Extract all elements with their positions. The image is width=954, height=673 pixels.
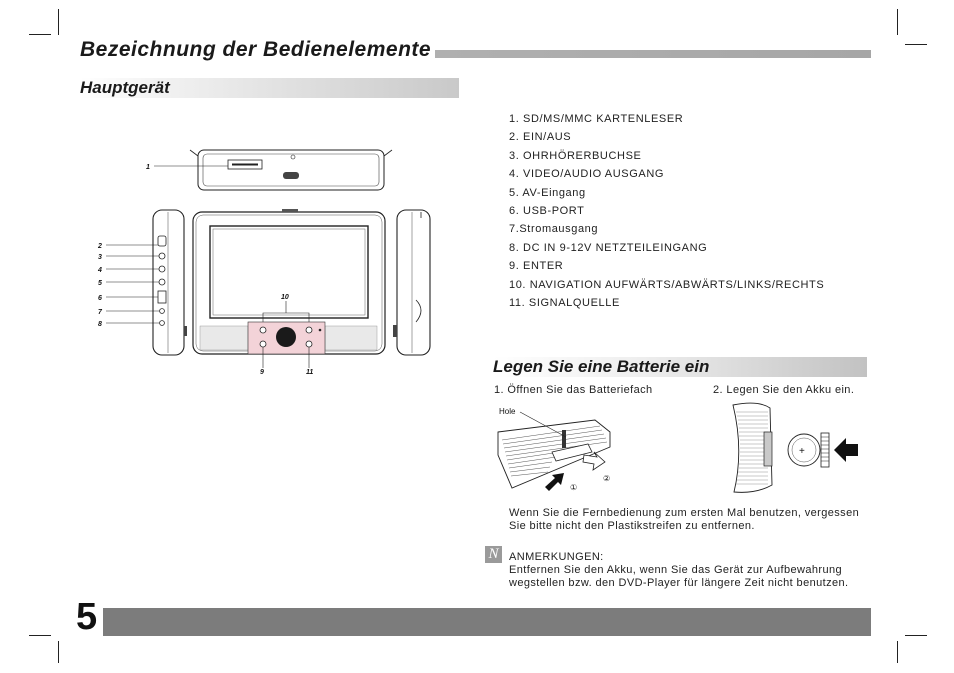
legend-item: 5. AV-Eingang xyxy=(509,186,586,199)
remote-open-illustration xyxy=(498,407,610,492)
hole-label: Hole xyxy=(499,407,516,416)
legend-item: 4. VIDEO/AUDIO AUSGANG xyxy=(509,168,665,181)
remote-info-text: Wenn Sie die Fernbedienung zum ersten Mal benutzen, vergessen Sie bitte nicht den Plastikstreifen zu entfernen. xyxy=(509,507,860,532)
marker-1: ① xyxy=(570,483,578,492)
callout-11: 11 xyxy=(306,369,314,376)
callout-10: 10 xyxy=(281,294,289,301)
page-title: Bezeichnung der Bedienelemente xyxy=(80,38,435,62)
note-icon: N xyxy=(485,546,502,563)
page-number: 5 xyxy=(76,596,98,638)
marker-2: ② xyxy=(603,474,611,483)
callout-6: 6 xyxy=(98,295,102,302)
section-heading-main-unit: Hauptgerät xyxy=(80,78,459,98)
note-text: Entfernen Sie den Akku, wenn Sie das Gerät zur Aufbewahrung wegstellen bzw. den DVD-Player für längere Zeit nicht benutzen. xyxy=(509,564,849,589)
footer-bar xyxy=(103,608,871,636)
battery-step-1: 1. Öffnen Sie das Batteriefach xyxy=(494,384,653,396)
callout-3: 3 xyxy=(98,254,102,261)
callout-2: 2 xyxy=(98,243,102,250)
legend-item: 1. SD/MS/MMC KARTENLESER xyxy=(509,113,684,125)
insert-battery-illustration xyxy=(733,403,858,492)
legend-item: 3. OHRHÖRERBUCHSE xyxy=(509,149,642,162)
callout-8: 8 xyxy=(98,321,102,328)
battery-plus-sign: + xyxy=(799,446,805,457)
battery-step-2: 2. Legen Sie den Akku ein. xyxy=(713,384,855,396)
callout-4: 4 xyxy=(98,267,102,274)
legend-item: 10. NAVIGATION AUFWÄRTS/ABWÄRTS/LINKS/RECHTS xyxy=(509,278,825,291)
callout-1: 1 xyxy=(146,164,150,171)
note-title: ANMERKUNGEN: xyxy=(509,551,604,563)
section-heading-battery: Legen Sie eine Batterie ein xyxy=(493,357,867,377)
callout-9: 9 xyxy=(260,369,264,376)
callout-5: 5 xyxy=(98,280,102,287)
legend-item: 11. SIGNALQUELLE xyxy=(509,296,620,309)
legend-item: 9. ENTER xyxy=(509,260,564,273)
legend-item: 2. EIN/AUS xyxy=(509,131,572,144)
legend-item: 6. USB-PORT xyxy=(509,204,585,217)
legend-item: 7.Stromausgang xyxy=(509,223,599,236)
callout-7: 7 xyxy=(98,309,102,316)
legend-item: 8. DC IN 9-12V NETZTEILEINGANG xyxy=(509,241,708,254)
